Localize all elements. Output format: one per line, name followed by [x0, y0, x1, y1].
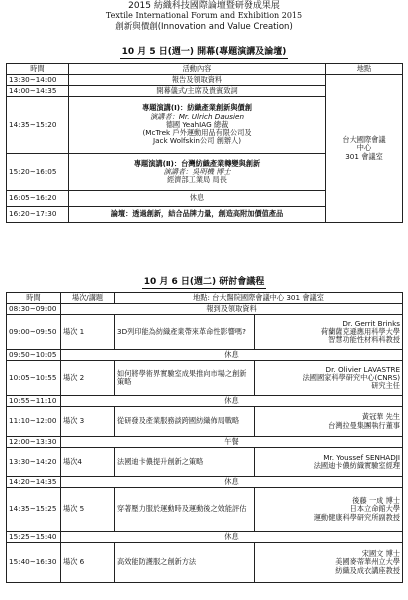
topic-cell: 高效能防護服之創新方法 [115, 543, 255, 583]
time-cell: 15:25~15:40 [7, 532, 61, 543]
speaker-cell: Dr. Olivier LAVASTRE 法國國家科學研究中心(CNRS) 研究主任 [255, 361, 403, 396]
table-row [7, 75, 403, 86]
table-row [7, 361, 403, 396]
time-cell: 15:40~16:30 [7, 543, 61, 583]
time-cell: 13:30~14:00 [7, 75, 69, 86]
content-cell: 休息 [61, 477, 403, 488]
content-cell: 論壇：透過創新，結合品牌力量，創造高附加價值產品 [69, 207, 326, 223]
day2-table [6, 292, 403, 583]
time-cell: 14:00~14:35 [7, 86, 69, 97]
topic-cell: 從研發及產業服務談跨國紡織佈局戰略 [115, 407, 255, 437]
session-cell: 場次4 [61, 448, 115, 477]
content-cell: 報告及領取資料 [69, 75, 326, 86]
table-row [7, 532, 403, 543]
table-row [7, 477, 403, 488]
time-cell: 14:20~14:35 [7, 477, 61, 488]
day2-title: 10 月 6 日(週二) 研討會議程 [143, 277, 265, 287]
speaker-cell: Mr. Youssef SENHADJI 法國迪卡儂紡織實驗室經理 [255, 448, 403, 477]
time-cell: 16:20~17:30 [7, 207, 69, 223]
time-cell: 14:35~15:25 [7, 488, 61, 532]
time-cell: 09:00~09:50 [7, 315, 61, 350]
time-cell: 11:10~12:00 [7, 407, 61, 437]
content-cell: 報到及領取資料 [61, 304, 403, 315]
table-row [7, 350, 403, 361]
session-cell: 場次 6 [61, 543, 115, 583]
content-cell: 開幕儀式/主席及貴賓致詞 [69, 86, 326, 97]
location-header: 地點: 台大醫院國際會議中心 301 會議室 [115, 293, 403, 304]
session-cell: 場次 1 [61, 315, 115, 350]
table-row [7, 315, 403, 350]
table-row [7, 304, 403, 315]
col-time-header: 時間 [7, 64, 69, 75]
session-cell: 場次 3 [61, 407, 115, 437]
time-cell: 16:05~16:20 [7, 191, 69, 207]
content-cell: 休息 [69, 191, 326, 207]
topic-cell: 法國迪卡儂提升創新之策略 [115, 448, 255, 477]
content-cell: 休息 [61, 532, 403, 543]
topic-cell: 如何將學術界實驗室成果推向市場之創新策略 [115, 361, 255, 396]
speaker-cell: 黃冠華 先生 台灣拉曼集團執行董事 [255, 407, 403, 437]
content-cell: 休息 [61, 396, 403, 407]
time-cell: 10:05~10:55 [7, 361, 61, 396]
session-cell: 場次 2 [61, 361, 115, 396]
day1-table [6, 63, 403, 223]
header-line-1: 2015 紡織科技國際論壇暨研發成果展 [128, 1, 280, 11]
time-cell: 12:00~13:30 [7, 437, 61, 448]
topic-cell: 3D列印能為紡織產業帶來革命性影響嗎? [115, 315, 255, 350]
session-cell: 場次 5 [61, 488, 115, 532]
table-row [7, 437, 403, 448]
time-cell: 14:35~15:20 [7, 97, 69, 154]
speaker-cell: 宋國文 博士 美國麥蒂華州立大學 紡織及成衣講座教授 [255, 543, 403, 583]
time-cell: 10:55~11:10 [7, 396, 61, 407]
table-row [7, 488, 403, 532]
time-cell: 09:50~10:05 [7, 350, 61, 361]
venue-cell: 台大國際會議 中心 301 會議室 [326, 75, 403, 223]
time-cell: 08:30~09:00 [7, 304, 61, 315]
topic-cell: 穿著壓力服於運動時及運動後之效能評估 [115, 488, 255, 532]
col-content-header: 活動內容 [69, 64, 326, 75]
table-row [7, 543, 403, 583]
time-cell: 13:30~14:20 [7, 448, 61, 477]
content-cell: 休息 [61, 350, 403, 361]
time-cell: 15:20~16:05 [7, 154, 69, 191]
speaker-cell: 後藤 一成 博士 日本立命館大學 運動健康科學研究所副教授 [255, 488, 403, 532]
content-cell: 專題演講(Ⅱ)：台灣紡織產業轉變與創新 演講者：吳明機 博士 經濟部工業局 局長 [69, 154, 326, 191]
header-line-2: Textile International Forum and Exhibition 2015 [105, 11, 303, 20]
col-session-header: 場次/講題 [61, 293, 115, 304]
table-row [7, 396, 403, 407]
content-cell: 專題演講(Ⅰ)：紡織產業創新與價創 演講者：Mr. Ulrich Dausien 德國 YeahIAG 總裁 (McTrek 戶外運動用品有限公司及 Jack Wolfskin公司 創辦人) [69, 97, 326, 154]
table-row [7, 407, 403, 437]
content-cell: 午餐 [61, 437, 403, 448]
col-time-header: 時間 [7, 293, 61, 304]
header-line-3: 創新與價創(Innovation and Value Creation) [115, 22, 293, 32]
col-venue-header: 地點 [326, 64, 403, 75]
day1-title: 10 月 5 日(週一) 開幕(專題演講及論壇) [121, 47, 287, 57]
speaker-cell: Dr. Gerrit Brinks 荷蘭薩克遜應用科學大學 智慧功能性材料科教授 [255, 315, 403, 350]
table-row [7, 448, 403, 477]
